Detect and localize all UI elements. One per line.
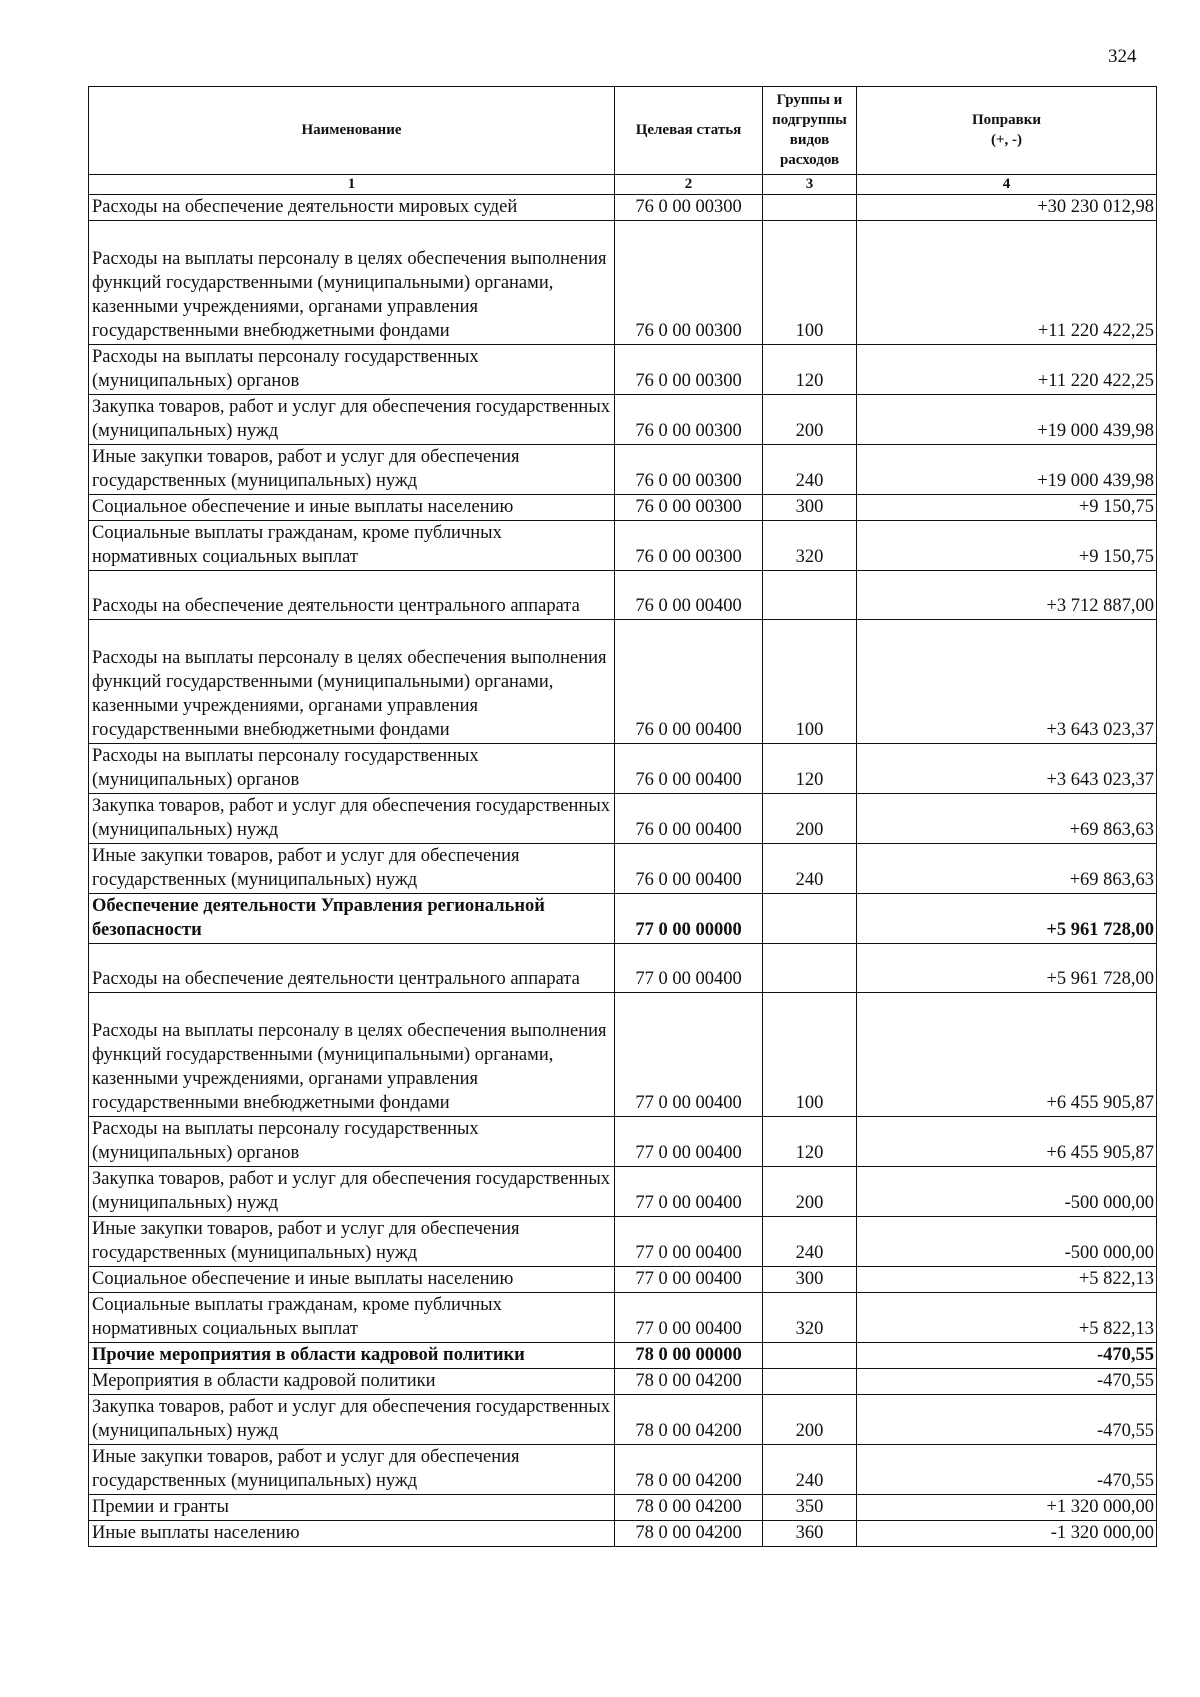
row-target-article-cell: 76 0 00 00300: [615, 345, 763, 395]
row-expense-group-cell: 240: [763, 844, 857, 894]
row-target-article-cell: 76 0 00 00300: [615, 445, 763, 495]
amendments-line-2: (+, -): [990, 132, 1023, 148]
page-number: 324: [1108, 46, 1137, 67]
row-expense-group-cell: 100: [763, 620, 857, 744]
column-number-row: [89, 175, 1157, 195]
row-name-cell: Обеспечение деятельности Управления региональной безопасности: [89, 894, 615, 944]
table-row: [89, 221, 1157, 345]
row-amendment-cell: -1 320 000,00: [857, 1521, 1157, 1547]
row-target-article-cell: 76 0 00 00300: [615, 395, 763, 445]
column-header-amendments: [857, 87, 1157, 175]
row-amendment-cell: +3 643 023,37: [857, 620, 1157, 744]
table-row: [89, 1117, 1157, 1167]
row-amendment-cell: -470,55: [857, 1343, 1157, 1369]
row-amendment-cell: +6 455 905,87: [857, 993, 1157, 1117]
row-target-article-cell: 76 0 00 00400: [615, 844, 763, 894]
row-expense-group-cell: [763, 894, 857, 944]
row-name-cell: Расходы на выплаты персоналу в целях обеспечения выполнения функций государственными (муниципальными) органами, казенными учреждениями, органами управления государственными внебюджетными фондами: [89, 221, 615, 345]
row-name-cell: Социальное обеспечение и иные выплаты населению: [89, 495, 615, 521]
row-name-cell: Социальное обеспечение и иные выплаты населению: [89, 1267, 615, 1293]
row-amendment-cell: +5 822,13: [857, 1267, 1157, 1293]
row-target-article-cell: 77 0 00 00400: [615, 1217, 763, 1267]
table-header-row: [89, 87, 1157, 175]
table-row: [89, 521, 1157, 571]
row-amendment-cell: +19 000 439,98: [857, 395, 1157, 445]
row-target-article-cell: 76 0 00 00300: [615, 195, 763, 221]
row-amendment-cell: +6 455 905,87: [857, 1117, 1157, 1167]
column-number-2: 2: [615, 175, 763, 195]
row-name-cell: Мероприятия в области кадровой политики: [89, 1369, 615, 1395]
row-amendment-cell: -470,55: [857, 1369, 1157, 1395]
table-row: [89, 794, 1157, 844]
row-name-cell: Закупка товаров, работ и услуг для обеспечения государственных (муниципальных) нужд: [89, 1395, 615, 1445]
row-expense-group-cell: 320: [763, 1293, 857, 1343]
budget-amendments-table: [88, 86, 1157, 1547]
row-target-article-cell: 77 0 00 00400: [615, 1293, 763, 1343]
row-target-article-cell: 77 0 00 00000: [615, 894, 763, 944]
row-name-cell: Расходы на выплаты персоналу государственных (муниципальных) органов: [89, 1117, 615, 1167]
row-expense-group-cell: 200: [763, 1395, 857, 1445]
row-amendment-cell: +5 961 728,00: [857, 894, 1157, 944]
expense-groups-line-4: расходов: [779, 152, 840, 168]
row-target-article-cell: 76 0 00 00400: [615, 794, 763, 844]
row-amendment-cell: +30 230 012,98: [857, 195, 1157, 221]
row-amendment-cell: +9 150,75: [857, 521, 1157, 571]
row-target-article-cell: 78 0 00 00000: [615, 1343, 763, 1369]
row-name-cell: Иные закупки товаров, работ и услуг для обеспечения государственных (муниципальных) нужд: [89, 844, 615, 894]
row-expense-group-cell: 120: [763, 1117, 857, 1167]
row-amendment-cell: +9 150,75: [857, 495, 1157, 521]
row-name-cell: Расходы на обеспечение деятельности мировых судей: [89, 195, 615, 221]
table-row: [89, 1445, 1157, 1495]
row-expense-group-cell: 350: [763, 1495, 857, 1521]
row-target-article-cell: 77 0 00 00400: [615, 1117, 763, 1167]
table-row: [89, 1267, 1157, 1293]
row-expense-group-cell: 300: [763, 1267, 857, 1293]
expense-groups-line-3: видов: [789, 132, 830, 148]
row-name-cell: Расходы на обеспечение деятельности центрального аппарата: [89, 944, 615, 993]
row-expense-group-cell: [763, 571, 857, 620]
row-amendment-cell: +3 712 887,00: [857, 571, 1157, 620]
expense-groups-line-1: Группы и: [776, 92, 843, 108]
row-amendment-cell: -500 000,00: [857, 1167, 1157, 1217]
table-row: [89, 944, 1157, 993]
table-row: [89, 1521, 1157, 1547]
row-expense-group-cell: 100: [763, 993, 857, 1117]
table-row: [89, 620, 1157, 744]
table-row: [89, 1343, 1157, 1369]
table-row: [89, 495, 1157, 521]
row-target-article-cell: 78 0 00 04200: [615, 1395, 763, 1445]
row-expense-group-cell: 200: [763, 794, 857, 844]
table-body: [89, 195, 1157, 1547]
row-amendment-cell: -500 000,00: [857, 1217, 1157, 1267]
table-row: [89, 345, 1157, 395]
row-amendment-cell: -470,55: [857, 1395, 1157, 1445]
row-expense-group-cell: 100: [763, 221, 857, 345]
row-name-cell: Иные выплаты населению: [89, 1521, 615, 1547]
table-row: [89, 445, 1157, 495]
row-name-cell: Иные закупки товаров, работ и услуг для обеспечения государственных (муниципальных) нужд: [89, 1445, 615, 1495]
row-expense-group-cell: 240: [763, 445, 857, 495]
table-row: [89, 844, 1157, 894]
table-row: [89, 1395, 1157, 1445]
row-expense-group-cell: 120: [763, 744, 857, 794]
row-amendment-cell: +1 320 000,00: [857, 1495, 1157, 1521]
row-expense-group-cell: 320: [763, 521, 857, 571]
row-target-article-cell: 78 0 00 04200: [615, 1445, 763, 1495]
row-target-article-cell: 77 0 00 00400: [615, 993, 763, 1117]
row-target-article-cell: 77 0 00 00400: [615, 1267, 763, 1293]
column-header-name: Наименование: [89, 87, 615, 175]
row-name-cell: Социальные выплаты гражданам, кроме публичных нормативных социальных выплат: [89, 1293, 615, 1343]
table-row: [89, 1369, 1157, 1395]
row-target-article-cell: 76 0 00 00400: [615, 571, 763, 620]
row-amendment-cell: +3 643 023,37: [857, 744, 1157, 794]
row-expense-group-cell: 360: [763, 1521, 857, 1547]
row-name-cell: Закупка товаров, работ и услуг для обеспечения государственных (муниципальных) нужд: [89, 395, 615, 445]
row-name-cell: Прочие мероприятия в области кадровой политики: [89, 1343, 615, 1369]
table-row: [89, 894, 1157, 944]
row-amendment-cell: +11 220 422,25: [857, 345, 1157, 395]
row-name-cell: Расходы на выплаты персоналу государственных (муниципальных) органов: [89, 345, 615, 395]
row-name-cell: Иные закупки товаров, работ и услуг для обеспечения государственных (муниципальных) нужд: [89, 445, 615, 495]
row-name-cell: Закупка товаров, работ и услуг для обеспечения государственных (муниципальных) нужд: [89, 1167, 615, 1217]
row-expense-group-cell: [763, 1369, 857, 1395]
row-name-cell: Расходы на обеспечение деятельности центрального аппарата: [89, 571, 615, 620]
row-target-article-cell: 76 0 00 00400: [615, 744, 763, 794]
row-expense-group-cell: 120: [763, 345, 857, 395]
table-row: [89, 744, 1157, 794]
table-row: [89, 1167, 1157, 1217]
column-number-1: 1: [89, 175, 615, 195]
table-row: [89, 1217, 1157, 1267]
row-target-article-cell: 76 0 00 00300: [615, 495, 763, 521]
row-amendment-cell: +69 863,63: [857, 844, 1157, 894]
column-number-3: 3: [763, 175, 857, 195]
amendments-line-1: Поправки: [971, 112, 1042, 128]
row-amendment-cell: +11 220 422,25: [857, 221, 1157, 345]
row-target-article-cell: 76 0 00 00300: [615, 521, 763, 571]
table-row: [89, 195, 1157, 221]
row-target-article-cell: 78 0 00 04200: [615, 1521, 763, 1547]
row-name-cell: Расходы на выплаты персоналу государственных (муниципальных) органов: [89, 744, 615, 794]
row-name-cell: Иные закупки товаров, работ и услуг для обеспечения государственных (муниципальных) нужд: [89, 1217, 615, 1267]
table-row: [89, 395, 1157, 445]
row-amendment-cell: +5 822,13: [857, 1293, 1157, 1343]
row-name-cell: Расходы на выплаты персоналу в целях обеспечения выполнения функций государственными (муниципальными) органами, казенными учреждениями, органами управления государственными внебюджетными фондами: [89, 993, 615, 1117]
row-target-article-cell: 76 0 00 00300: [615, 221, 763, 345]
row-name-cell: Расходы на выплаты персоналу в целях обеспечения выполнения функций государственными (муниципальными) органами, казенными учреждениями, органами управления государственными внебюджетными фондами: [89, 620, 615, 744]
column-header-target-article: Целевая статья: [615, 87, 763, 175]
expense-groups-line-2: подгруппы: [772, 112, 847, 128]
row-name-cell: Премии и гранты: [89, 1495, 615, 1521]
row-target-article-cell: 76 0 00 00400: [615, 620, 763, 744]
row-amendment-cell: -470,55: [857, 1445, 1157, 1495]
row-expense-group-cell: 300: [763, 495, 857, 521]
column-header-expense-groups: [763, 87, 857, 175]
row-name-cell: Социальные выплаты гражданам, кроме публичных нормативных социальных выплат: [89, 521, 615, 571]
row-name-cell: Закупка товаров, работ и услуг для обеспечения государственных (муниципальных) нужд: [89, 794, 615, 844]
row-expense-group-cell: 200: [763, 1167, 857, 1217]
table-row: [89, 1495, 1157, 1521]
row-amendment-cell: +19 000 439,98: [857, 445, 1157, 495]
row-expense-group-cell: 200: [763, 395, 857, 445]
row-amendment-cell: +69 863,63: [857, 794, 1157, 844]
row-target-article-cell: 78 0 00 04200: [615, 1495, 763, 1521]
row-amendment-cell: +5 961 728,00: [857, 944, 1157, 993]
table-row: [89, 1293, 1157, 1343]
row-expense-group-cell: [763, 195, 857, 221]
table-row: [89, 993, 1157, 1117]
row-target-article-cell: 77 0 00 00400: [615, 944, 763, 993]
row-target-article-cell: 77 0 00 00400: [615, 1167, 763, 1217]
table-row: [89, 571, 1157, 620]
row-target-article-cell: 78 0 00 04200: [615, 1369, 763, 1395]
column-number-4: 4: [857, 175, 1157, 195]
row-expense-group-cell: [763, 944, 857, 993]
row-expense-group-cell: 240: [763, 1217, 857, 1267]
row-expense-group-cell: [763, 1343, 857, 1369]
row-expense-group-cell: 240: [763, 1445, 857, 1495]
